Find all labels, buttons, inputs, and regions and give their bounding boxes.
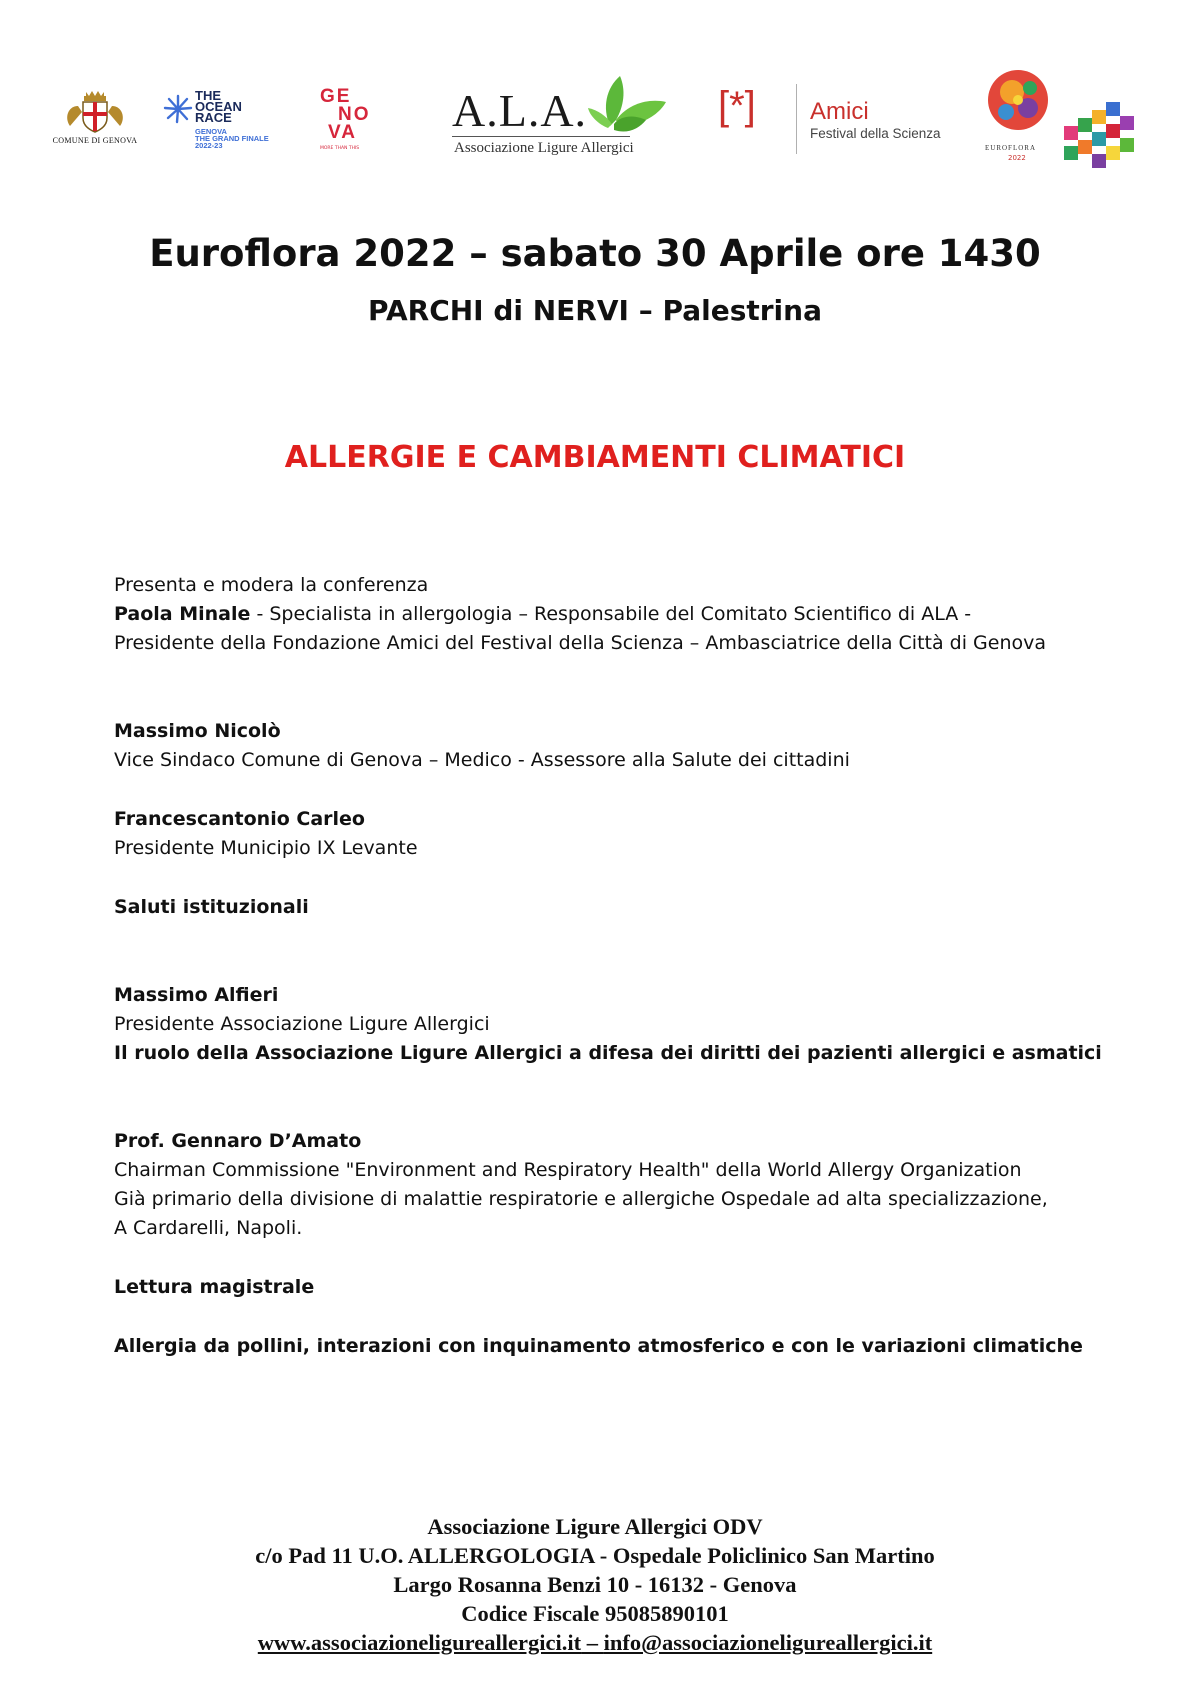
amici-name: Amici: [810, 98, 869, 125]
amici-subtitle: Festival della Scienza: [810, 126, 941, 141]
speaker-role: Presidente Municipio IX Levante: [114, 837, 418, 859]
lecture-label-block: [114, 1273, 1114, 1302]
ocean-race-burst-icon: [163, 94, 193, 124]
euroflora-caption: EUROFLORA: [985, 144, 1037, 152]
ala-name: A.L.A.: [452, 85, 588, 136]
moderator-role-2: Presidente della Fondazione Amici del Festival della Scienza – Ambasciatrice della Città di Genova: [114, 632, 1047, 654]
footer: [0, 1512, 1190, 1657]
speaker-role-2: Già primario della divisione di malattie respiratorie e allergiche Ospedale ad alta specializzazione,: [114, 1188, 1048, 1210]
link-separator: –: [581, 1630, 604, 1655]
ocean-race-logo: [163, 90, 293, 160]
euroflora-logo: [982, 68, 1142, 178]
talk-title: Il ruolo della Associazione Ligure Allergici a difesa dei diritti dei pazienti allergici e asmatici: [114, 1042, 1102, 1064]
genova-brand-small: MORE THAN THIS: [320, 146, 360, 151]
ala-logo: [450, 68, 660, 168]
ocean-line3: RACE: [195, 110, 232, 125]
event-location: PARCHI di NERVI – Palestrina: [368, 294, 822, 327]
speaker-alfieri-block: [114, 981, 1114, 1068]
ocean-sub2: THE GRAND FINALE: [195, 134, 269, 143]
comune-di-genova-logo: [40, 88, 150, 145]
amici-festival-logo: [718, 72, 948, 162]
genova-brand-r2: NO: [338, 104, 371, 125]
lecture-title: Allergia da pollini, interazioni con inquinamento atmosferico e con le variazioni climatiche: [114, 1335, 1083, 1357]
euroflora-year: 2022: [1008, 154, 1026, 162]
speaker-name: Prof. Gennaro D’Amato: [114, 1130, 362, 1152]
speaker-role: Presidente Associazione Ligure Allergici: [114, 1013, 490, 1035]
lecture-title-block: [114, 1332, 1114, 1361]
conference-topic: ALLERGIE E CAMBIAMENTI CLIMATICI: [284, 440, 906, 475]
greetings-block: [114, 893, 1114, 922]
moderator-name: Paola Minale: [114, 603, 251, 625]
moderator-intro: Presenta e modera la conferenza: [114, 574, 429, 596]
butterfly-leaf-icon: [580, 68, 670, 138]
speaker-role: Vice Sindaco Comune di Genova – Medico - Assessore alla Salute dei cittadini: [114, 749, 850, 771]
speaker-nicolo-block: [114, 717, 1114, 775]
genova-brand-logo: [318, 88, 388, 158]
amici-bracket-mark: [*]: [718, 84, 756, 128]
speaker-carleo-block: [114, 805, 1114, 863]
speaker-name: Massimo Alfieri: [114, 984, 279, 1006]
flower-mosaic-icon: [982, 68, 1142, 178]
speaker-name: Francescantonio Carleo: [114, 808, 365, 830]
speaker-role-3: A Cardarelli, Napoli.: [114, 1217, 303, 1239]
email-link[interactable]: info@associazioneligureallergici.it: [603, 1630, 933, 1655]
footer-address-2: Largo Rosanna Benzi 10 - 16132 - Genova: [393, 1572, 797, 1597]
footer-org: Associazione Ligure Allergici ODV: [427, 1514, 763, 1539]
footer-tax-code: Codice Fiscale 95085890101: [461, 1601, 729, 1626]
genova-crest-icon: [62, 88, 128, 134]
website-link[interactable]: www.associazioneligureallergici.it: [257, 1630, 582, 1655]
logo-strip: [0, 60, 1190, 180]
lecture-label: Lettura magistrale: [114, 1276, 315, 1298]
speaker-name: Massimo Nicolò: [114, 720, 281, 742]
ala-subtitle: Associazione Ligure Allergici: [454, 140, 634, 156]
genova-brand-r3: VA: [328, 122, 357, 143]
moderator-block: [114, 571, 1114, 658]
speaker-damato-block: [114, 1127, 1114, 1243]
speaker-role-1: Chairman Commissione "Environment and Respiratory Health" della World Allergy Organization: [114, 1159, 1022, 1181]
footer-address-1: c/o Pad 11 U.O. ALLERGOLOGIA - Ospedale Policlinico San Martino: [255, 1543, 935, 1568]
event-title: Euroflora 2022 – sabato 30 Aprile ore 1430: [149, 232, 1041, 275]
moderator-role-1: - Specialista in allergologia – Responsabile del Comitato Scientifico di ALA -: [250, 603, 972, 625]
comune-caption: COMUNE DI GENOVA: [52, 136, 138, 145]
genova-brand-r1: GE: [320, 86, 352, 107]
amici-divider: [796, 84, 797, 154]
footer-links: [0, 1628, 1190, 1657]
greetings-label: Saluti istituzionali: [114, 896, 309, 918]
ocean-line1: THE: [195, 88, 221, 103]
ocean-line2: OCEAN: [195, 99, 242, 114]
ala-rule: [452, 136, 630, 137]
ocean-sub3: 2022-23: [195, 141, 223, 150]
ocean-sub1: GENOVA: [195, 127, 227, 136]
